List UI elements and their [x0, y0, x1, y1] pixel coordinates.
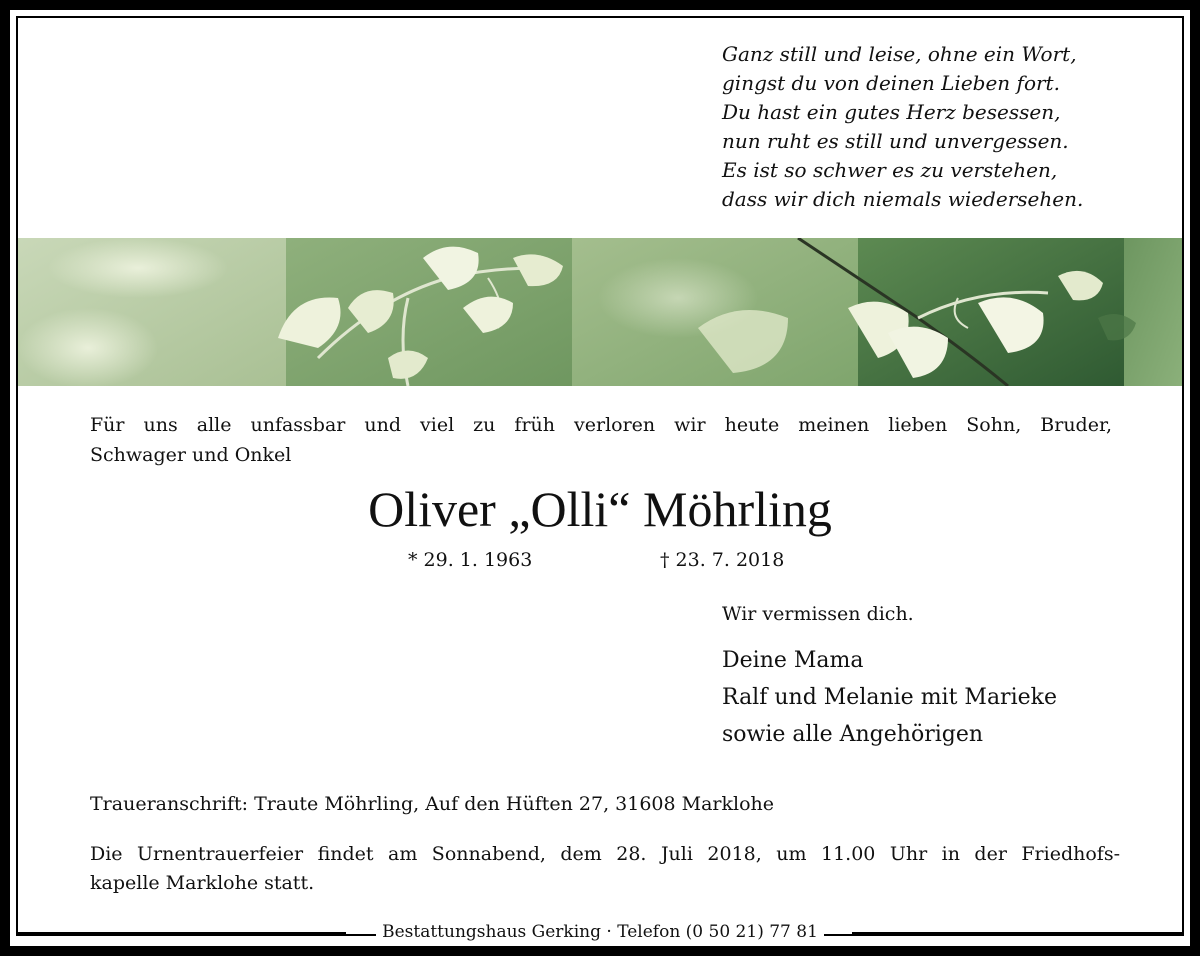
- ceremony-line: kapelle Marklohe statt.: [90, 872, 315, 894]
- intro-line: Schwager und Onkel: [90, 444, 292, 466]
- poem-line: dass wir dich niemals wiedersehen.: [722, 187, 1084, 211]
- mourner-line: Ralf und Melanie mit Marieke: [722, 685, 1057, 710]
- death-date: † 23. 7. 2018: [660, 549, 785, 571]
- birth-date: * 29. 1. 1963: [408, 549, 533, 571]
- mourners-list: [722, 642, 1057, 753]
- intro-text: [90, 410, 1112, 470]
- poem-line: gingst du von deinen Lieben fort.: [722, 71, 1060, 95]
- footer: [0, 920, 1200, 944]
- poem-line: Du hast ein gutes Herz besessen,: [722, 100, 1061, 124]
- poem-line: Es ist so schwer es zu verstehen,: [722, 158, 1058, 182]
- leaf-branch-image: [18, 238, 1182, 386]
- mourner-line: Deine Mama: [722, 648, 864, 673]
- miss-text: Wir vermissen dich.: [722, 603, 914, 625]
- poem-line: nun ruht es still und unvergessen.: [722, 129, 1069, 153]
- funeral-home-contact: Bestattungshaus Gerking · Telefon (0 50 21) 77 81: [376, 922, 824, 942]
- leaf-image-band: [18, 238, 1182, 386]
- ceremony-info: [90, 840, 1120, 898]
- mourning-address: Traueranschrift: Traute Möhrling, Auf den Hüften 27, 31608 Marklohe: [90, 793, 775, 815]
- deceased-name: Oliver „Olli“ Möhrling: [368, 481, 832, 537]
- ceremony-line: Die Urnentrauerfeier findet am Sonnabend, dem 28. Juli 2018, um 11.00 Uhr in der Friedhofs-: [90, 843, 1120, 865]
- mourner-line: sowie alle Angehörigen: [722, 722, 984, 747]
- poem-line: Ganz still und leise, ohne ein Wort,: [722, 42, 1077, 66]
- poem: [722, 40, 1162, 214]
- intro-line: Für uns alle unfassbar und viel zu früh verloren wir heute meinen lieben Sohn, Bruder,: [90, 414, 1112, 436]
